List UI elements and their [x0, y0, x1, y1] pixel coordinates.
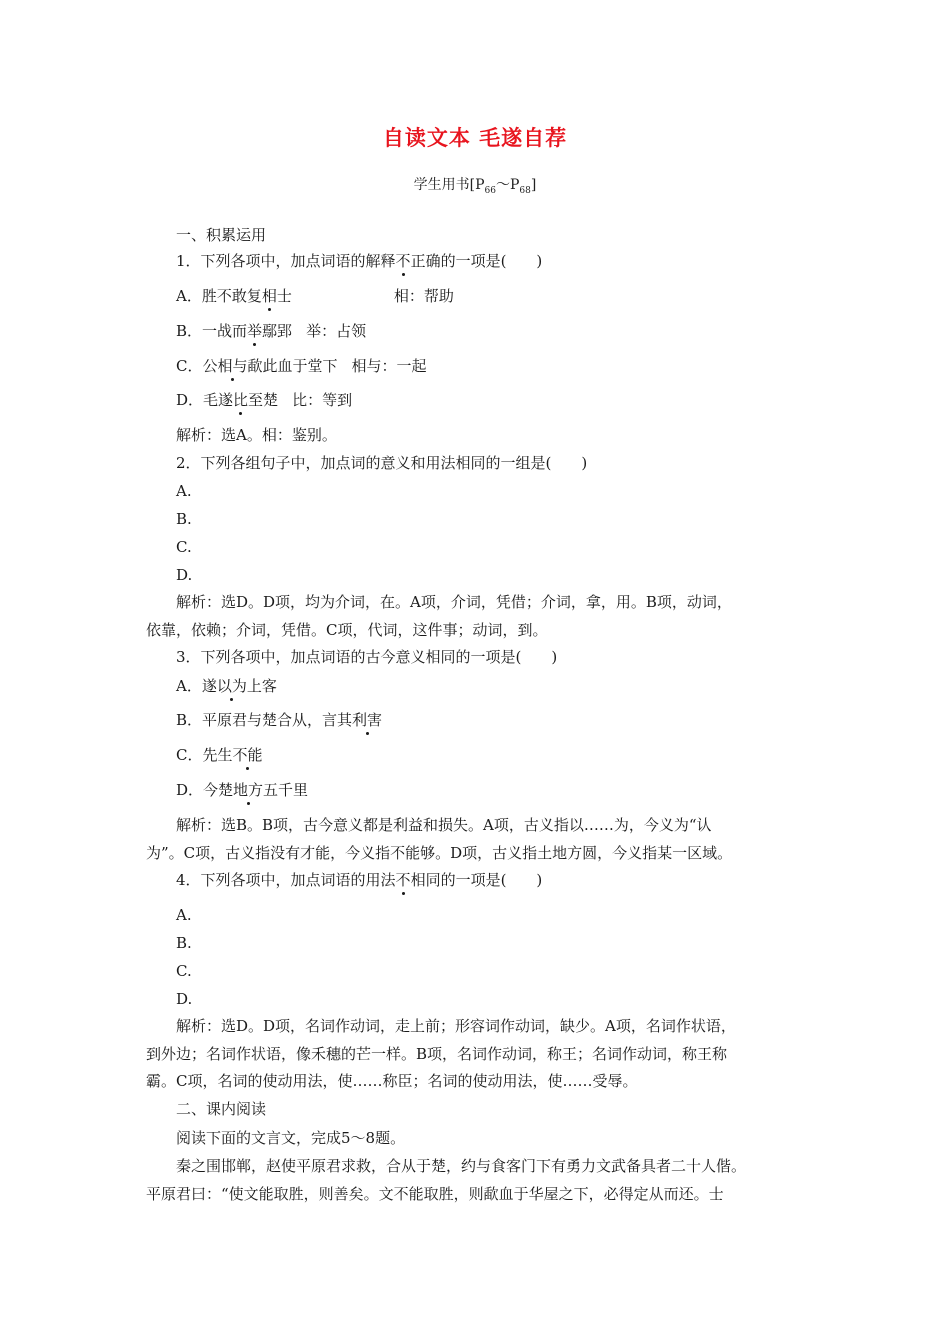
subtitle-suffix: ] [530, 177, 537, 193]
option-text: C．先生 [176, 746, 233, 764]
option-gloss: 相与：一起 [351, 357, 427, 375]
question-3-stem: 3．下列各项中，加点词语的古今意义相同的一项是( ) [176, 648, 558, 666]
passage-line: 秦之围邯郸，赵使平原君求救，合从于楚，约与食客门下有勇力文武备具者二十人偕。 [176, 1157, 747, 1175]
question-2-option-a: A. [176, 482, 192, 500]
subtitle-page-end: 68 [519, 185, 531, 196]
question-3-answer-cont: 为”。C项，古义指没有才能，今义指不能够。D项，古义指土地方圆，今义指某一区域。 [146, 844, 733, 862]
section-heading: 一、积累运用 [176, 226, 267, 244]
emphasis-dot-text: 比 [233, 391, 249, 409]
subtitle-prefix: 学生用书[P [413, 177, 485, 193]
question-4-answer: 解析：选D。D项，名词作动词，走上前；形容词作动词，缺少。A项，名词作状语， [176, 1017, 736, 1035]
question-4-answer-cont: 到外边；名词作状语，像禾穗的芒一样。B项，名词作动词，称王；名词作动词，称王称 [146, 1045, 728, 1063]
question-4-option-a: A. [176, 906, 192, 924]
question-4-option-c: C. [176, 962, 192, 980]
question-2-answer: 解析：选D。D项，均为介词，在。A项，介词，凭借；介词，拿，用。B项，动词， [176, 593, 732, 611]
question-1-option-b [176, 321, 366, 341]
textbook-page-reference [0, 174, 950, 196]
reading-instruction: 阅读下面的文言文，完成5～8题。 [176, 1129, 406, 1147]
question-2-option-b: B. [176, 510, 192, 528]
stem-text: 4．下列各项中，加点词语的用法 [176, 871, 396, 889]
question-1-option-a [176, 286, 454, 306]
emphasis-dot-text: 相 [261, 287, 277, 305]
subtitle-mid: ～P [496, 177, 520, 193]
option-text: 上客 [246, 677, 277, 695]
question-2-answer-cont: 依靠，依赖；介词，凭借。C项，代词，这件事；动词，到。 [146, 621, 548, 639]
question-3-option-d [176, 780, 308, 800]
document-title: 自读文本 毛遂自荐 [382, 126, 568, 150]
option-text: C．公 [176, 357, 218, 375]
question-3-answer: 解析：选B。B项，古今意义都是利益和损失。A项，古义指以……为，今义为“认 [176, 816, 712, 834]
passage-line: 平原君曰：“使文能取胜，则善矣。文不能取胜，则歃血于华屋之下，必得定从而还。士 [146, 1185, 724, 1203]
option-text: D．毛遂 [176, 391, 234, 409]
option-gloss: 举：占领 [306, 322, 367, 340]
question-2-option-c: C. [176, 538, 192, 556]
question-2-option-d: D. [176, 566, 193, 584]
question-1-stem [176, 251, 542, 271]
option-gloss: 相：帮助 [393, 287, 454, 305]
option-text: B．一战而 [176, 322, 248, 340]
option-text: D．今楚 [176, 781, 234, 799]
option-gloss: 比：等到 [292, 391, 353, 409]
emphasis-dot-text: 不能 [232, 746, 263, 764]
question-4-option-b: B. [176, 934, 192, 952]
question-3-option-a [176, 676, 277, 696]
emphasis-dot-text: 不 [395, 252, 411, 270]
question-1-option-d [176, 390, 352, 410]
stem-text: 相同的一项是( ) [410, 871, 543, 889]
option-text: 士 [276, 287, 292, 305]
question-4-stem [176, 870, 542, 890]
question-3-option-c [176, 745, 263, 765]
option-text: A．遂 [176, 677, 217, 695]
section-heading: 二、课内阅读 [176, 1100, 267, 1118]
question-4-answer-cont: 霸。C项，名词的使动用法，使……称臣；名词的使动用法，使……受辱。 [146, 1072, 638, 1090]
emphasis-dot-text: 相与 [217, 357, 248, 375]
question-1-answer: 解析：选A。相：鉴别。 [176, 426, 337, 444]
question-4-option-d: D. [176, 990, 193, 1008]
stem-text: 1．下列各项中，加点词语的解释 [176, 252, 396, 270]
question-2-stem: 2．下列各组句子中，加点词的意义和用法相同的一组是( ) [176, 454, 588, 472]
option-text: 歃此血于堂下 [247, 357, 338, 375]
emphasis-dot-text: 不 [395, 871, 411, 889]
option-text: 鄢郢 [262, 322, 293, 340]
subtitle-page-start: 66 [484, 185, 496, 196]
option-text: B．平原君与楚合从，言其 [176, 711, 353, 729]
option-text: 至楚 [248, 391, 279, 409]
emphasis-dot-text: 举 [247, 322, 263, 340]
question-3-option-b [176, 710, 382, 730]
question-1-option-c [176, 356, 427, 376]
emphasis-dot-text: 以为 [216, 677, 247, 695]
option-text: A．胜不敢复 [176, 287, 262, 305]
stem-text: 正确的一项是( ) [410, 252, 543, 270]
emphasis-dot-text: 地方 [233, 781, 264, 799]
emphasis-dot-text: 利害 [352, 711, 383, 729]
option-text: 五千里 [263, 781, 309, 799]
